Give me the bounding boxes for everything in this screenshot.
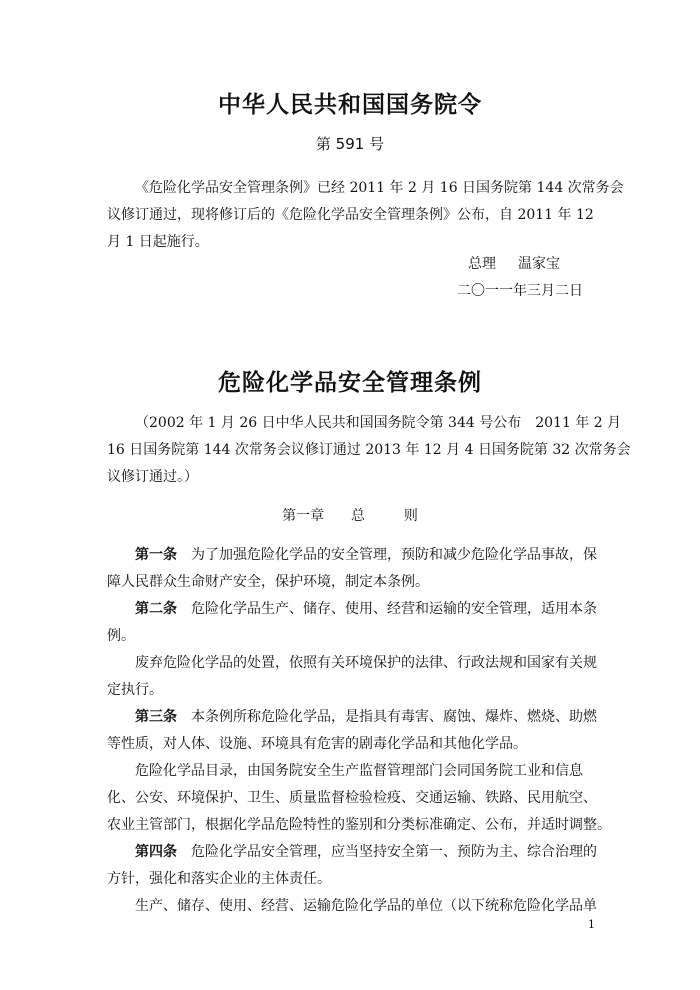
history-line: （2002 年 1 月 26 日中华人民共和国国务院令第 344 号公布 2011 年 2 月 bbox=[135, 415, 622, 431]
decree-body-line: 议修订通过，现将修订后的《危险化学品安全管理条例》公布，自 2011 年 12 bbox=[107, 207, 594, 223]
article-line: 定执行。 bbox=[107, 682, 163, 698]
article-label: 第三条 bbox=[135, 709, 177, 725]
article-line: 障人民群众生命财产安全，保护环境，制定本条例。 bbox=[107, 574, 429, 590]
chapter-number: 第一章 bbox=[282, 508, 325, 524]
article-line: 例。 bbox=[107, 628, 135, 644]
chapter-title-second: 则 bbox=[403, 508, 418, 524]
article-text: 危险化学品安全管理，应当坚持安全第一、预防为主、综合治理的 bbox=[191, 844, 597, 860]
article-text: 为了加强危险化学品的安全管理，预防和减少危险化学品事故，保 bbox=[191, 547, 597, 563]
article-line: 生产、储存、使用、经营、运输危险化学品的单位（以下统称危险化学品单 bbox=[135, 898, 597, 914]
page-number: 1 bbox=[588, 918, 595, 931]
article-line: 等性质，对人体、设施、环境具有危害的剧毒化学品和其他化学品。 bbox=[107, 736, 527, 752]
article-label: 第一条 bbox=[135, 547, 177, 563]
decree-body-line: 《危险化学品安全管理条例》已经 2011 年 2 月 16 日国务院第 144 次常务会 bbox=[135, 180, 624, 196]
article-line: 废弃危险化学品的处置，依照有关环境保护的法律、行政法规和国家有关规 bbox=[135, 655, 597, 671]
regulation-history bbox=[107, 410, 631, 491]
article-line bbox=[107, 596, 597, 623]
article-line: 农业主管部门，根据化学品危险特性的鉴别和分类标准确定、公布，并适时调整。 bbox=[107, 817, 611, 833]
article-line bbox=[107, 839, 597, 866]
chapter-title-first: 总 bbox=[351, 508, 365, 524]
article-text: 本条例所称危险化学品，是指具有毒害、腐蚀、爆炸、燃烧、助燃 bbox=[191, 709, 597, 725]
article-line: 危险化学品目录，由国务院安全生产监督管理部门会同国务院工业和信息 bbox=[135, 763, 583, 779]
decree-title: 中华人民共和国国务院令 bbox=[218, 92, 482, 118]
signer-title: 总理 bbox=[468, 256, 496, 272]
article-line: 化、公安、环境保护、卫生、质量监督检验检疫、交通运输、铁路、民用航空、 bbox=[107, 790, 597, 806]
history-line: 议修订通过。） bbox=[107, 469, 198, 485]
decree-body bbox=[107, 175, 624, 256]
decree-body-line: 月 1 日起施行。 bbox=[107, 234, 209, 250]
regulation-title: 危险化学品安全管理条例 bbox=[218, 370, 482, 396]
article-line bbox=[107, 542, 597, 569]
article-line: 方针，强化和落实企业的主体责任。 bbox=[107, 871, 331, 887]
article-text: 危险化学品生产、储存、使用、经营和运输的安全管理，适用本条 bbox=[191, 601, 597, 617]
chapter-heading bbox=[0, 505, 700, 525]
decree-number: 第 591 号 bbox=[315, 135, 385, 153]
articles bbox=[107, 542, 611, 920]
article-label: 第四条 bbox=[135, 844, 177, 860]
decree-date: 二〇一一年三月二日 bbox=[457, 283, 583, 299]
signer-name: 温家宝 bbox=[518, 256, 560, 272]
history-line: 16 日国务院第 144 次常务会议修订通过 2013 年 12 月 4 日国务院第 32 次常务会 bbox=[107, 442, 631, 458]
article-line bbox=[107, 704, 597, 731]
article-label: 第二条 bbox=[135, 601, 177, 617]
